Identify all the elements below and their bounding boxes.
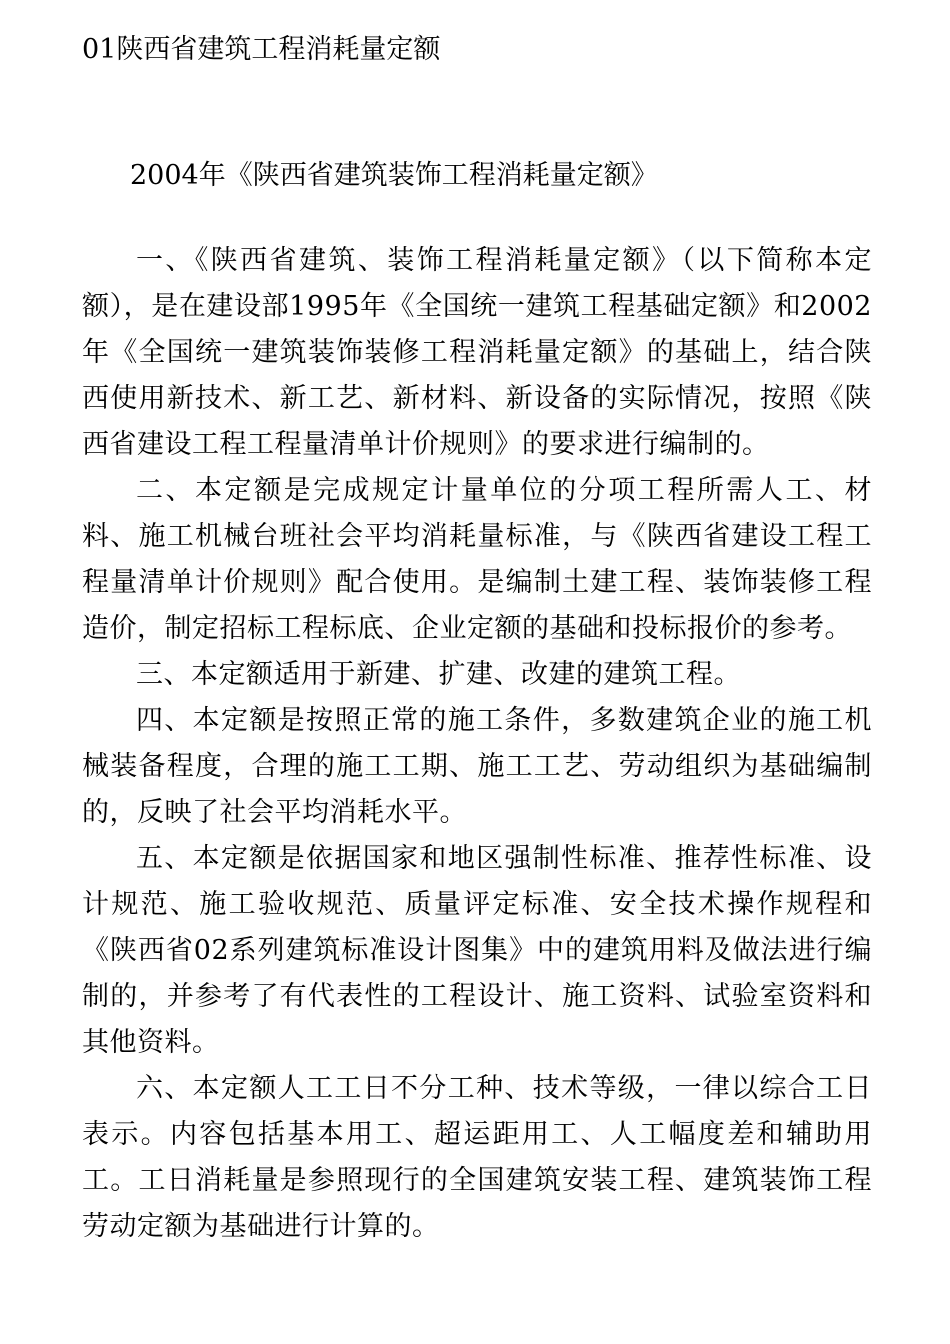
paragraph-4: 四、本定额是按照正常的施工条件，多数建筑企业的施工机械装备程度，合理的施工工期、施工工艺、劳动组织为基础编制的，反映了社会平均消耗水平。 xyxy=(82,705,872,828)
document-heading: 01陕西省建筑工程消耗量定额 xyxy=(82,34,441,65)
paragraph-5: 五、本定额是依据国家和地区强制性标准、推荐性标准、设计规范、施工验收规范、质量评定标准、安全技术操作规程和《陕西省02系列建筑标准设计图集》中的建筑用料及做法进行编制的，并参考了有代表性的工程设计、施工资料、试验室资料和其他资料。 xyxy=(82,843,872,1058)
paragraph-3: 三、本定额适用于新建、扩建、改建的建筑工程。 xyxy=(136,659,741,690)
document-body xyxy=(82,238,872,1250)
paragraph-1: 一、《陕西省建筑、装饰工程消耗量定额》（以下简称本定额），是在建设部1995年《全国统一建筑工程基础定额》和2002年《全国统一建筑装饰装修工程消耗量定额》的基础上，结合陕西使用新技术、新工艺、新材料、新设备的实际情况，按照《陕西省建设工程工程量清单计价规则》的要求进行编制的。 xyxy=(82,245,872,460)
paragraph-2: 二、本定额是完成规定计量单位的分项工程所需人工、材料、施工机械台班社会平均消耗量标准，与《陕西省建设工程工程量清单计价规则》配合使用。是编制土建工程、装饰装修工程造价，制定招标工程标底、企业定额的基础和投标报价的参考。 xyxy=(82,475,872,644)
document-title: 2004年《陕西省建筑装饰工程消耗量定额》 xyxy=(130,160,658,191)
paragraph-6: 六、本定额人工工日不分工种、技术等级，一律以综合工日表示。内容包括基本用工、超运距用工、人工幅度差和辅助用工。工日消耗量是参照现行的全国建筑安装工程、建筑装饰工程劳动定额为基础进行计算的。 xyxy=(82,1073,872,1242)
